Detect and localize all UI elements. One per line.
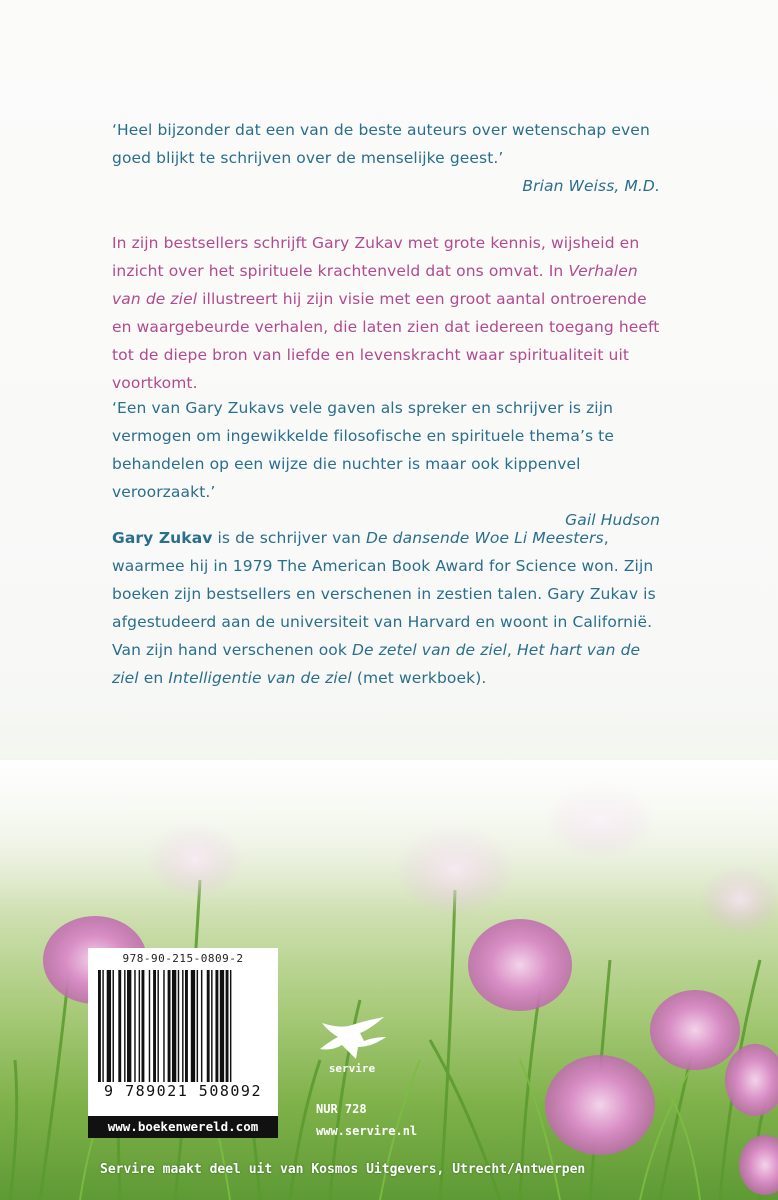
barcode-bar	[172, 970, 176, 1082]
book-title: Verhalen van de ziel	[112, 262, 638, 308]
author-bio	[112, 524, 660, 692]
barcode-bar	[139, 970, 140, 1082]
description-text-1: In zijn bestsellers schrijft Gary Zukav met grote kennis, wijsheid en inzicht over het spirituele krachtenveld dat ons omvat. In	[112, 234, 640, 280]
website-boekenwereld: www.boekenwereld.com	[88, 1116, 278, 1138]
barcode-bar	[185, 970, 188, 1082]
quote-text: ‘Heel bijzonder dat een van de beste auteurs over wetenschap even goed blijkt te schrijven over de menselijke geest.’	[112, 121, 650, 167]
book-description	[112, 229, 660, 397]
barcode-bar	[149, 970, 150, 1082]
book-title: Het hart van de ziel	[112, 641, 641, 687]
nur-code: NUR 728	[316, 1102, 367, 1116]
barcode-bar	[197, 970, 198, 1082]
description-text-2: illustreert hij zijn visie met een groot aantal ontroerende en waargebeurde verhalen, die laten zien dat iedereen toegang heeft tot de diepe bron van liefde en levenskracht waar spiritualiteit uit voortkomt.	[112, 290, 660, 392]
bio-text-3: ,	[506, 641, 517, 659]
barcode-bar	[124, 970, 125, 1082]
barcode-bar	[142, 970, 145, 1082]
author-name: Gary Zukav	[112, 529, 213, 547]
barcode-bar	[127, 970, 131, 1082]
barcode-bar	[163, 970, 164, 1082]
book-title: De dansende Woe Li Meesters	[365, 529, 604, 547]
publisher-logo-text: servire	[328, 1062, 376, 1075]
barcode-bar	[182, 970, 183, 1082]
quote-author: Brian Weiss, M.D.	[522, 177, 660, 195]
barcode-bar	[207, 970, 210, 1082]
bio-text-2: , waarmee hij in 1979 The American Book Award for Science won. Zijn boeken zijn bestsellers en verschenen in zestien talen. Gary Zukav is afgestudeerd aan de universiteit van Harvard en woont in Californië. Van zijn hand verschenen ook	[112, 529, 656, 659]
ean-number: 9 789021 508092	[104, 1082, 262, 1100]
barcode-bar	[178, 970, 179, 1082]
bio-text-4: en	[138, 669, 169, 687]
barcode-bar	[134, 970, 135, 1082]
barcode-bar	[201, 970, 202, 1082]
barcode-bar	[157, 970, 158, 1082]
quote-brian-weiss	[112, 116, 660, 200]
book-title: De zetel van de ziel	[351, 641, 507, 659]
barcode-bar	[220, 970, 224, 1082]
quote-gail-hudson	[112, 394, 660, 534]
barcode-bar	[118, 970, 121, 1082]
barcode-bar	[113, 970, 114, 1082]
isbn-text: 978-90-215-0809-2	[122, 952, 244, 965]
barcode-bar	[226, 970, 229, 1082]
barcode-bar	[107, 970, 111, 1082]
barcode-bar	[211, 970, 212, 1082]
servire-logo-icon	[312, 1000, 392, 1090]
publisher-line: Servire maakt deel uit van Kosmos Uitgevers, Utrecht/Antwerpen	[100, 1162, 586, 1177]
barcode-bars	[96, 970, 270, 1082]
website-servire: www.servire.nl	[316, 1124, 418, 1138]
barcode-bar	[230, 970, 231, 1082]
barcode-bar	[153, 970, 156, 1082]
isbn-barcode	[88, 948, 278, 1130]
bio-text-5: (met werkboek).	[351, 669, 487, 687]
barcode-bar	[102, 970, 103, 1082]
barcode-bar	[191, 970, 195, 1082]
barcode-bar	[168, 970, 171, 1082]
quote-author: Gail Hudson	[565, 511, 660, 529]
book-title: Intelligentie van de ziel	[168, 669, 352, 687]
bio-text-1: is de schrijver van	[212, 529, 366, 547]
barcode-bar	[215, 970, 218, 1082]
barcode-bar	[98, 970, 101, 1082]
quote-text: ‘Een van Gary Zukavs vele gaven als spreker en schrijver is zijn vermogen om ingewikkelde filosofische en spirituele thema’s te behandelen op een wijze die nuchter is maar ook kippenvel veroorzaakt.’	[112, 399, 614, 501]
